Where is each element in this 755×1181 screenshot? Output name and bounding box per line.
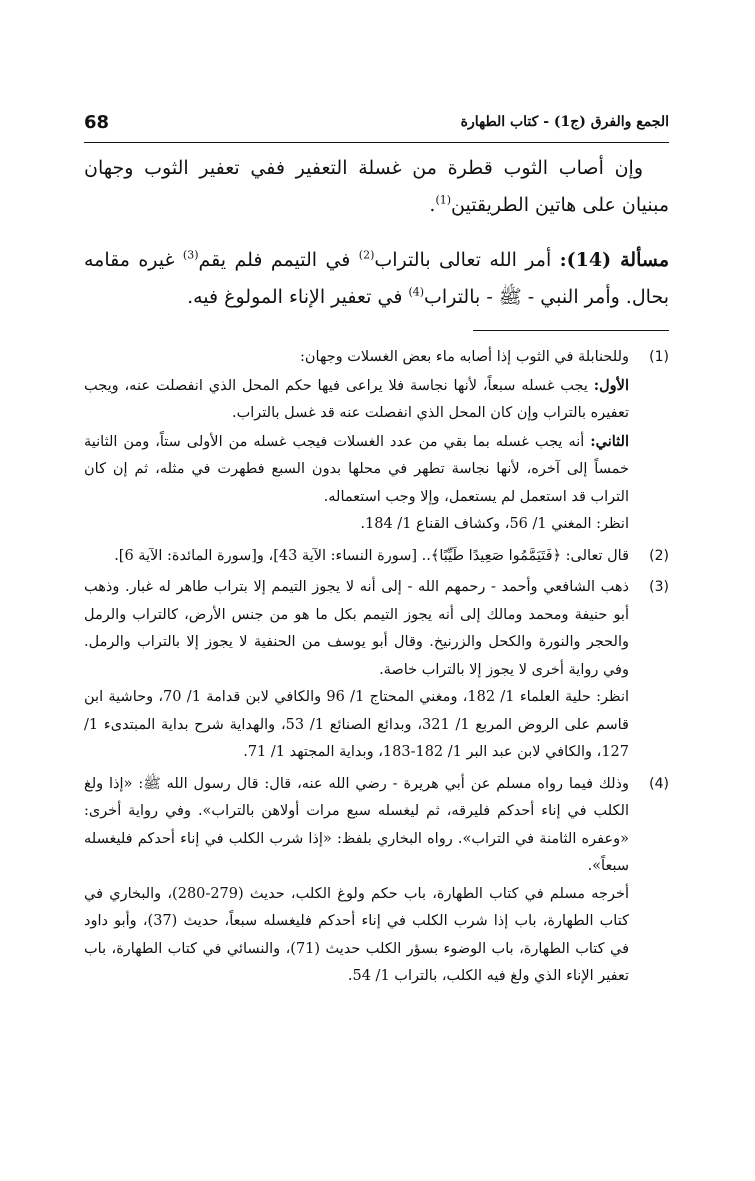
footnote-number: (3) — [649, 579, 669, 595]
footnote-separator — [473, 330, 669, 331]
footnote-body — [84, 771, 629, 991]
footnote-1 — [84, 344, 669, 539]
paragraph-text: وإن أصاب الثوب قطرة من غسلة التعفير ففي تعفير الثوب وجهان مبنيان على هاتين الطريقتين — [84, 157, 669, 216]
footnote-2 — [84, 543, 669, 571]
issue-text-c: غيره مقامه بحال. وأمر النبي - ﷺ - بالتراب — [84, 249, 669, 308]
second-view-label: الثاني: — [590, 432, 629, 450]
footnote-4 — [84, 771, 669, 991]
footnote-number: (4) — [649, 775, 669, 792]
second-view-text: أنه يجب غسله بما بقي من عدد الغسلات فيجب غسله من الأولى ستاً، ومن الثانية خمساً إلى آخره، لأنها نجاسة تطهر في محلها بدون السبع فطهرت في مثله، ثم إن كان التراب قد استعمل لم يستعمل، وإلا وجب استعماله. — [84, 433, 629, 505]
footnote-3 — [84, 574, 669, 767]
issue-text-d: في تعفير الإناء المولوغ فيه. — [187, 286, 409, 308]
footnote-text: وذلك فيما رواه مسلم عن أبي هريرة - رضي الله عنه، قال: قال رسول الله ﷺ: «إذا ولغ الكلب في إناء أحدكم فليرقه، ثم ليغسله سبع مرات أولاهن بالتراب». وفي رواية أخرى: «وعفره الثامنة في التراب». رواه البخاري بلفظ: «إذا شرب الكلب في إناء أحدكم فليغسله سبعاً». — [84, 775, 629, 874]
running-title: الجمع والفرق (ج1) - كتاب الطهارة — [460, 114, 669, 130]
first-view-label: الأول: — [593, 376, 629, 394]
footnote-second-view — [84, 428, 629, 512]
footnote-first-view — [84, 372, 629, 428]
page-header — [84, 110, 669, 143]
footnote-source: انظر: المغني 1/ 56، وكشاف القناع 1/ 184. — [360, 516, 629, 532]
first-view-text: يجب غسله سبعاً، لأنها نجاسة فلا يراعى فيها حكم المحل الذي انفصلت عنه، ويجب تعفيره بالتراب وإن كان المحل الذي انفصلت عنه قد غسل بالتراب. — [84, 377, 629, 421]
issue-text-a: أمر الله تعالى بالتراب — [374, 249, 560, 271]
footnotes — [84, 340, 669, 991]
footnote-ref: (4) — [408, 285, 425, 299]
footnote-text: ذهب الشافعي وأحمد - رحمهم الله - إلى أنه لا يجوز التيمم إلا بتراب طاهر له غبار. وذهب أبو حنيفة ومحمد ومالك إلى أنه يجوز التيمم بكل ما هو من جنس الأرض، كالتراب والرمل والحجر والنورة والكحل والزرنيخ. وقال أبو يوسف من الحنفية لا يجوز إلا بالتراب والرمل. وفي رواية أخرى لا يجوز إلا بالتراب خاصة. — [84, 579, 629, 678]
footnote-ref: (3) — [182, 248, 199, 262]
paragraph-tafir-garment — [84, 150, 669, 224]
issue-14 — [84, 242, 669, 316]
issue-label: مسألة (14): — [559, 249, 669, 271]
page-number: 68 — [84, 112, 110, 133]
footnote-source: أخرجه مسلم في كتاب الطهارة، باب حكم ولوغ الكلب، حديث (279-280)، والبخاري في كتاب الطهارة، باب إذا شرب الكلب في إناء أحدكم فليغسله سبعاً، حديث (37)، وأبو داود في كتاب الطهارة، باب الوضوء بسؤر الكلب حديث (71)، والنسائي في كتاب الطهارة، باب تعفير الإناء الذي ولغ فيه الكلب، بالتراب 1/ 54. — [84, 885, 629, 984]
footnote-body — [84, 344, 629, 539]
footnote-text: قال تعالى: ﴿فَتَيَمَّمُوا صَعِيدًا طَيِّبًا﴾.. [سورة النساء: الآية 43]، و[سورة المائدة: الآية 6]. — [114, 547, 629, 564]
footnote-source: انظر: حلية العلماء 1/ 182، ومغني المحتاج 1/ 96 والكافي لابن قدامة 1/ 70، وحاشية ابن قاسم على الروض المربع 1/ 321، وبدائع الصنائع 1/ 53، والهداية شرح بداية المبتدىء 1/ 127، والكافي لابن عبد البر 1/ 182-183، وبداية المجتهد 1/ 71. — [84, 689, 630, 760]
footnote-intro: وللحنابلة في الثوب إذا أصابه ماء بعض الغسلات وجهان: — [300, 349, 629, 365]
footnote-number: (1) — [649, 349, 669, 365]
footnote-body — [84, 543, 629, 571]
footnote-ref: (2) — [358, 248, 375, 262]
issue-text-b: في التيمم فلم يقم — [198, 249, 359, 271]
main-text — [84, 150, 669, 316]
paragraph-end: . — [429, 194, 436, 216]
footnote-number: (2) — [649, 547, 669, 564]
footnote-body — [84, 574, 629, 767]
footnote-ref: (1) — [435, 193, 452, 207]
